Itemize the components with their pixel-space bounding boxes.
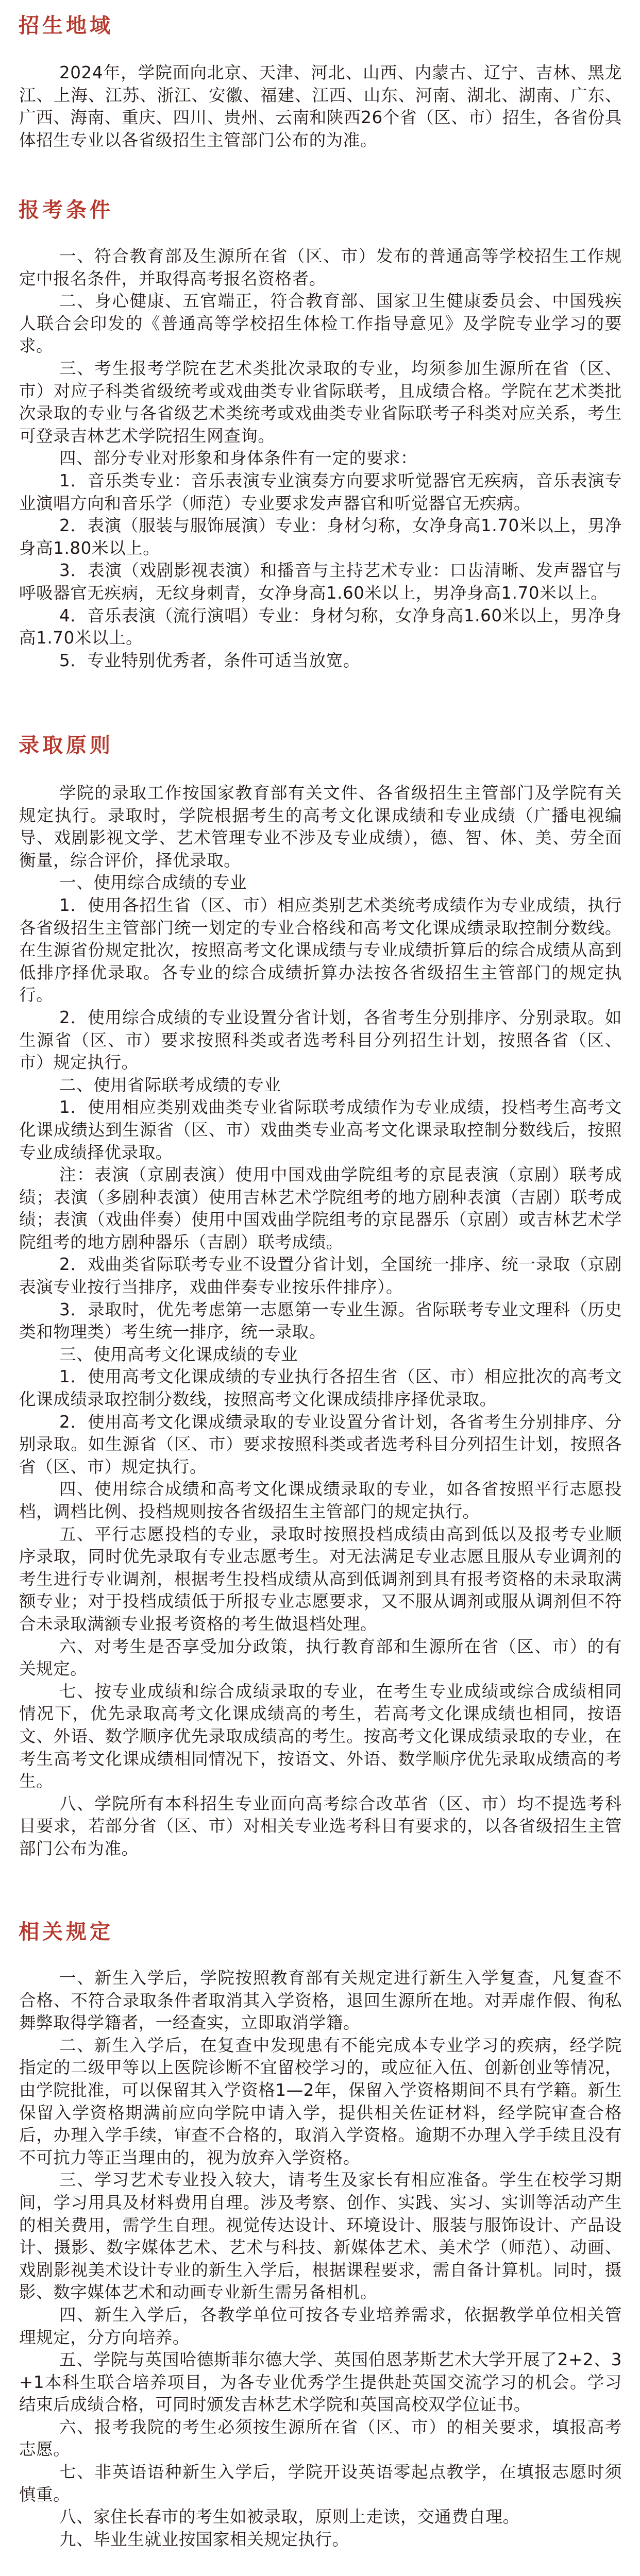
admission-paragraph: 一、使用综合成绩的专业	[59, 873, 247, 893]
admission-paragraph: 五、平行志愿投档的专业，录取时按照投档成绩由高到低以及报考专业顺序录取，同时优先录取有专业志愿考生。对无法满足专业志愿且服从专业调剂的考生进行专业调剂，根据考生投档成绩从高到低调剂到具有报考资格的未录取满额专业；对于投档成绩低于所报专业志愿要求，又不服从调剂或服从调剂但不符合未录取满额专业报考资格的考生做退档处理。	[19, 1524, 622, 1634]
admission-paragraph: 2．使用高考文化课成绩录取的专业设置分省计划，各省考生分别排序、分别录取。如生源省（区、市）要求按照科类或者选考科目分列招生计划，按照各省（区、市）规定执行。	[19, 1412, 622, 1477]
admission-paragraph: 八、学院所有本科招生专业面向高考综合改革省（区、市）均不提选考科目要求，若部分省（区、市）对相关专业选考科目有要求的，以各省级招生主管部门公布为准。	[19, 1793, 622, 1858]
rule-paragraph: 八、家住长春市的考生如被录取，原则上走读，交通费自理。	[59, 2507, 520, 2527]
admission-paragraph: 2．戏曲类省际联考专业不设置分省计划，全国统一排序、统一录取（京剧表演专业按行当排序，戏曲伴奏专业按乐件排序）。	[19, 1255, 622, 1297]
section-title-conditions: 报考条件	[19, 198, 113, 222]
region-body	[19, 62, 622, 151]
rule-paragraph: 六、报考我院的考生必须按生源所在省（区、市）的相关要求，填报高考志愿。	[19, 2417, 622, 2460]
condition-paragraph: 一、符合教育部及生源所在省（区、市）发布的普通高等学校招生工作规定中报名条件，并取得高考报名资格者。	[19, 246, 622, 289]
rule-paragraph: 四、新生入学后，各教学单位可按各专业培养需求，依据教学单位相关管理规定，分方向培养。	[19, 2304, 622, 2347]
condition-paragraph: 三、考生报考学院在艺术类批次录取的专业，均须参加生源所在省（区、市）对应子科类省级统考或戏曲类专业省际联考，且成绩合格。学院在艺术类批次录取的专业与各省级艺术类统考或戏曲类专业省际联考子科类对应关系，考生可登录吉林艺术学院招生网查询。	[19, 358, 622, 446]
admission-paragraph: 三、使用高考文化课成绩的专业	[59, 1344, 298, 1364]
admission-paragraph: 2．使用综合成绩的专业设置分省计划，各省考生分别排序、分别录取。如生源省（区、市）要求按照科类或者选考科目分列招生计划，按照各省（区、市）规定执行。	[19, 1007, 622, 1073]
admission-paragraph: 七、按专业成绩和综合成绩录取的专业，在考生专业成绩或综合成绩相同情况下，优先录取高考文化课成绩高的考生，若高考文化课成绩也相同，按语文、外语、数学顺序优先录取成绩高的考生。按高考文化课成绩录取的专业，在考生高考文化课成绩相同情况下，按语文、外语、数学顺序优先录取成绩高的考生。	[19, 1681, 622, 1791]
admission-paragraph: 二、使用省际联考成绩的专业	[59, 1075, 281, 1095]
admission-paragraph: 六、对考生是否享受加分政策，执行教育部和生源所在省（区、市）的有关规定。	[19, 1636, 622, 1679]
condition-paragraph: 二、身心健康、五官端正，符合教育部、国家卫生健康委员会、中国残疾人联合会印发的《普通高等学校招生体检工作指导意见》及学院专业学习的要求。	[19, 291, 622, 356]
admission-paragraph: 学院的录取工作按国家教育部有关文件、各省级招生主管部门及学院有关规定执行。录取时，学院根据考生的高考文化课成绩和专业成绩（广播电视编导、戏剧影视文学、艺术管理专业不涉及专业成绩），德、智、体、美、劳全面衡量，综合评价，择优录取。	[19, 783, 622, 870]
region-paragraph: 2024年，学院面向北京、天津、河北、山西、内蒙古、辽宁、吉林、黑龙江、上海、江苏、浙江、安徽、福建、江西、山东、河南、湖北、湖南、广东、广西、海南、重庆、四川、贵州、云南和陕西26个省（区、市）招生，各省份具体招生专业以各省级招生主管部门公布的为准。	[19, 63, 622, 150]
rule-paragraph: 一、新生入学后，学院按照教育部有关规定进行新生入学复查，凡复查不合格、不符合录取条件者取消其入学资格，退回生源所在地。对弄虚作假、徇私舞弊取得学籍者，一经查实，立即取消学籍。	[19, 1968, 622, 2033]
admission-paragraph: 1．使用各招生省（区、市）相应类别艺术类统考成绩作为专业成绩，执行各省级招生主管部门统一划定的专业合格线和高考文化课成绩录取控制分数线。在生源省份规定批次，按照高考文化课成绩与专业成绩折算后的综合成绩从高到低排序择优录取。各专业的综合成绩折算办法按各省级招生主管部门的规定执行。	[19, 895, 622, 1005]
condition-paragraph: 4．音乐表演（流行演唱）专业：身材匀称，女净身高1.60米以上，男净身高1.70米以上。	[19, 605, 622, 648]
admission-paragraph: 3．录取时，优先考虑第一志愿第一专业生源。省际联考专业文理科（历史类和物理类）考生统一排序，统一录取。	[19, 1299, 622, 1342]
admission-paragraph: 注：表演（京剧表演）使用中国戏曲学院组考的京昆表演（京剧）联考成绩；表演（多剧种表演）使用吉林艺术学院组考的地方剧种表演（吉剧）联考成绩；表演（戏曲伴奏）使用中国戏曲学院组考的京昆器乐（京剧）或吉林艺术学院组考的地方剧种器乐（吉剧）联考成绩。	[19, 1165, 622, 1252]
conditions-body	[19, 245, 622, 672]
admission-paragraph: 1．使用高考文化课成绩的专业执行各招生省（区、市）相应批次的高考文化课成绩录取控制分数线，按照高考文化课成绩排序择优录取。	[19, 1367, 622, 1410]
condition-paragraph: 5．专业特别优秀者，条件可适当放宽。	[59, 650, 360, 670]
section-title-region: 招生地域	[19, 14, 113, 38]
condition-paragraph: 2．表演（服装与服饰展演）专业：身材匀称，女净身高1.70米以上，男净身高1.80米以上。	[19, 516, 622, 558]
rules-body	[19, 1967, 622, 2551]
section-title-admission: 录取原则	[19, 734, 113, 757]
rule-paragraph: 七、非英语语种新生入学后，学院开设英语零起点教学，在填报志愿时须慎重。	[19, 2462, 622, 2504]
admission-body	[19, 782, 622, 1860]
condition-paragraph: 四、部分专业对形象和身体条件有一定的要求：	[59, 448, 418, 468]
rule-paragraph: 五、学院与英国哈德斯菲尔德大学、英国伯恩茅斯艺术大学开展了2+2、3+1本科生联合培养项目，为各专业优秀学生提供赴英国交流学习的机会。学习结束后成绩合格，可同时颁发吉林艺术学院和英国高校双学位证书。	[19, 2350, 622, 2415]
admission-paragraph: 1．使用相应类别戏曲类专业省际联考成绩作为专业成绩，投档考生高考文化课成绩达到生源省（区、市）戏曲类专业高考文化课录取控制分数线后，按照专业成绩择优录取。	[19, 1097, 622, 1162]
condition-paragraph: 3．表演（戏剧影视表演）和播音与主持艺术专业：口齿清晰、发声器官与呼吸器官无疾病，无纹身刺青，女净身高1.60米以上，男净身高1.70米以上。	[19, 561, 622, 603]
admission-paragraph: 四、使用综合成绩和高考文化课成绩录取的专业，如各省按照平行志愿投档，调档比例、投档规则按各省级招生主管部门的规定执行。	[19, 1479, 622, 1521]
rule-paragraph: 二、新生入学后，在复查中发现患有不能完成本专业学习的疾病，经学院指定的二级甲等以上医院诊断不宜留校学习的，或应征入伍、创新创业等情况，由学院批准，可以保留其入学资格1—2年，保留入学资格期间不具有学籍。新生保留入学资格期满前应向学院申请入学，提供相关佐证材料，经学院审查合格后，办理入学手续，审查不合格的，取消入学资格。逾期不办理入学手续且没有不可抗力等正当理由的，视为放弃入学资格。	[19, 2035, 622, 2167]
condition-paragraph: 1．音乐类专业：音乐表演专业演奏方向要求听觉器官无疾病，音乐表演专业演唱方向和音乐学（师范）专业要求发声器官和听觉器官无疾病。	[19, 470, 622, 513]
rule-paragraph: 三、学习艺术专业投入较大，请考生及家长有相应准备。学生在校学习期间，学习用具及材料费用自理。涉及考察、创作、实践、实习、实训等活动产生的相关费用，需学生自理。视觉传达设计、环境设计、服装与服饰设计、产品设计、摄影、数字媒体艺术、艺术与科技、新媒体艺术、美术学（师范）、动画、戏剧影视美术设计专业的新生入学后，根据课程要求，需自备计算机。同时，摄影、数字媒体艺术和动画专业新生需另备相机。	[19, 2170, 622, 2302]
section-title-rules: 相关规定	[19, 1920, 113, 1944]
rule-paragraph: 九、毕业生就业按国家相关规定执行。	[59, 2529, 349, 2549]
